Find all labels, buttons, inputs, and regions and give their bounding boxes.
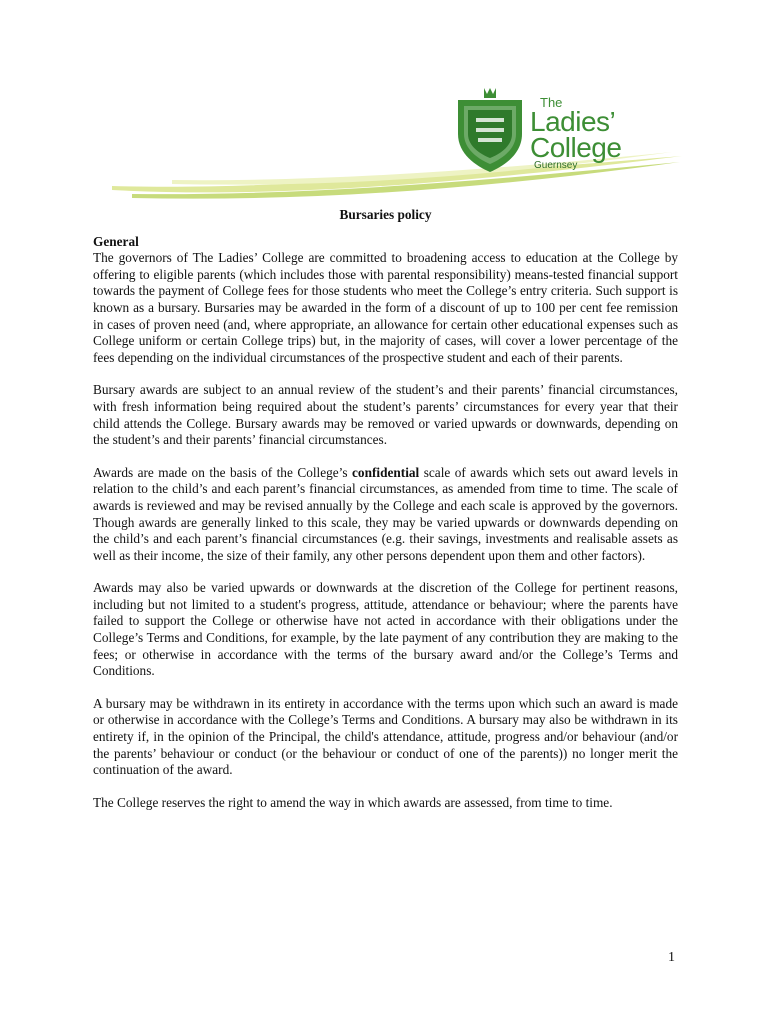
logo-line-the: The bbox=[540, 95, 563, 110]
page-number: 1 bbox=[668, 950, 675, 965]
college-logo bbox=[530, 96, 621, 171]
paragraph-3-start: Awards are made on the basis of the College’s bbox=[93, 464, 353, 480]
logo-line-guernsey: Guernsey bbox=[534, 160, 578, 171]
logo-line-ladies: Ladies’ bbox=[530, 106, 616, 137]
section-heading: General bbox=[93, 233, 139, 249]
paragraph-1: The governors of The Ladies’ College are committed to broadening access to education at the College by offering to eligible parents (which includes those with parental responsibility) means-tested financial support towards the payment of College fees for those students who meet the College’s entry criteria. Such support is known as a bursary. Bursaries may be awarded in the form of a discount of up to 100 per cent fee remission in cases of proven need (and, where appropriate, an allowance for certain other educational expenses such as College uniform or certain College trips) but, in the majority of cases, will cover a lower percentage of the fees depending on the individual circumstances of the prospective student and each of their parents. bbox=[93, 250, 678, 365]
paragraph-2: Bursary awards are subject to an annual review of the student’s and their parents’ financial circumstances, with fresh information being required about the student’s parents’ circumstances for every year that their child attends the College. Bursary awards may be removed or varied upwards or downwards, depending on the student’s and their parents’ financial circumstances. bbox=[93, 382, 678, 448]
confidential-emphasis: confidential bbox=[352, 464, 420, 480]
document-body bbox=[93, 207, 678, 827]
paragraph-6: The College reserves the right to amend the way in which awards are assessed, from time to time. bbox=[93, 794, 613, 810]
paragraph-4: Awards may also be varied upwards or downwards at the discretion of the College for pertinent reasons, including but not limited to a student's progress, attitude, attendance or behaviour; where the parents have failed to support the College or otherwise have not acted in accordance with their obligations under the College’s Terms and Conditions, for example, by the late payment of any contribution they are making to the fees; or otherwise in accordance with the terms of the bursary award and/or the College’s Terms and Conditions. bbox=[93, 580, 678, 679]
document-title: Bursaries policy bbox=[339, 207, 432, 222]
paragraph-3 bbox=[93, 465, 678, 565]
college-crest-icon bbox=[454, 86, 526, 172]
paragraph-3-end: scale of awards which sets out award levels in relation to the child’s and each parent’s financial circumstances, as amended from time to time. The scale of awards is reviewed and may be revised annually by the College and each scale is approved by the governors. Though awards are generally linked to this scale, they may be varied upwards or downwards depending on the child’s and each parent’s financial circumstances (e.g. their savings, investments and realisable assets as well as their income, the size of their family, any other persons dependent upon them and other factors). bbox=[93, 464, 678, 563]
paragraph-5: A bursary may be withdrawn in its entirety in accordance with the terms upon which such an award is made or otherwise in accordance with the College’s Terms and Conditions. A bursary may also be withdrawn in its entirety if, in the opinion of the Principal, the child's attendance, attitude, progress and/or behaviour (and/or the parents’ behaviour or conduct (or the behaviour or conduct of one of the parents)) no longer merit the continuation of the award. bbox=[93, 695, 678, 778]
logo-line-college: College bbox=[530, 132, 622, 163]
